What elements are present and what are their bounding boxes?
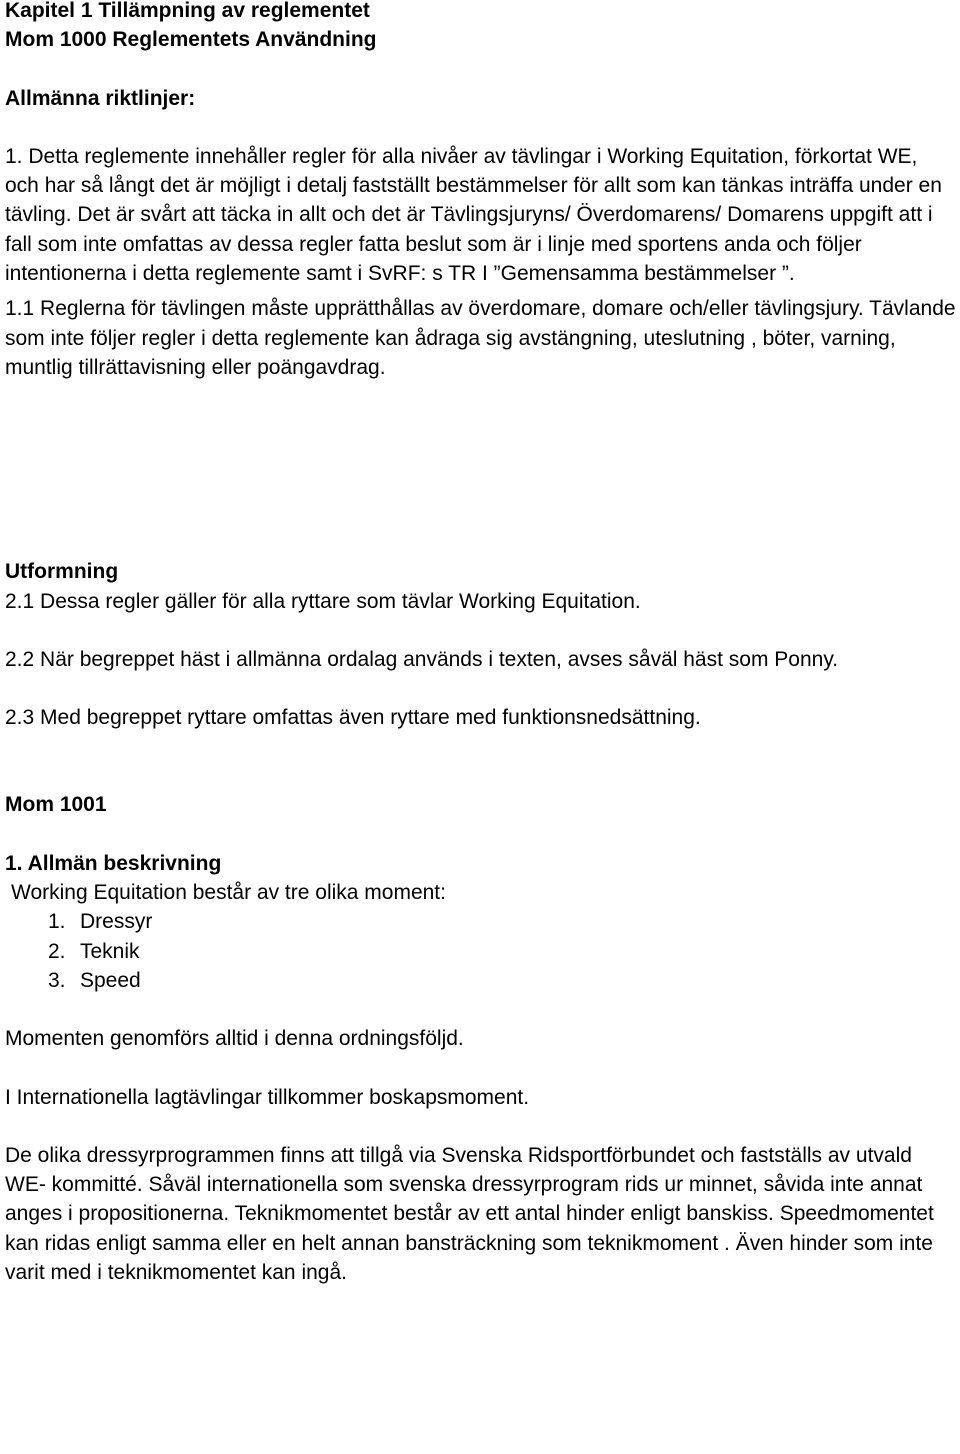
list-label: Dressyr: [80, 910, 153, 934]
list-item: [48, 907, 957, 936]
list-number: 2.: [48, 939, 66, 963]
general-description-heading: 1. Allmän beskrivning: [5, 851, 222, 875]
mom-1001-heading: Mom 1001: [5, 793, 107, 817]
paragraph-1: 1. Detta reglemente innehåller regler för alla nivåer av tävlingar i Working Equitation, förkortat WE, och har så långt det är möjligt i detalj fastställt bestämmelser för allt som kan tänkas inträffa under en tävling. Det är svårt att täcka in allt och det är Tävlingsjuryns/ Överdomarens/ Domarens uppgift att i fall som inte omfattas av dessa regler fatta beslut som är i linje med sportens anda och följer intentionerna i detta reglemente samt i SvRF: s TR I ”Gemensamma bestämmelser ”.: [5, 144, 942, 286]
list-number: 3.: [48, 968, 66, 992]
list-number: 1.: [48, 910, 66, 934]
chapter-title: Kapitel 1 Tillämpning av reglementet: [5, 0, 370, 22]
paragraph-1-1: 1.1 Reglerna för tävlingen måste upprätthållas av överdomare, domare och/eller tävlingsjury. Tävlande som inte följer regler i detta reglemente kan ådraga sig avstängning, uteslutning , böter, varning, muntlig tillrättavisning eller poängavdrag.: [5, 297, 956, 379]
section-title-mom-1000: Mom 1000 Reglementets Användning: [5, 28, 377, 52]
list-label: Speed: [80, 968, 141, 992]
document-page: [5, 0, 957, 1287]
moments-intro: Working Equitation består av tre olika moment:: [11, 881, 446, 905]
paragraph-2-2: 2.2 När begreppet häst i allmänna ordalag används i texten, avses såväl häst som Ponny.: [5, 647, 839, 671]
list-item: [48, 966, 957, 995]
list-item: [48, 937, 957, 966]
list-label: Teknik: [80, 939, 140, 963]
international-paragraph: I Internationella lagtävlingar tillkommer boskapsmoment.: [5, 1085, 530, 1109]
paragraph-2-3: 2.3 Med begreppet ryttare omfattas även ryttare med funktionsnedsättning.: [5, 706, 701, 730]
general-guidelines-heading: Allmänna riktlinjer:: [5, 86, 196, 110]
paragraph-2-1: 2.1 Dessa regler gäller för alla ryttare som tävlar Working Equitation.: [5, 589, 641, 613]
programs-paragraph: De olika dressyrprogrammen finns att tillgå via Svenska Ridsportförbundet och fastställs av utvald WE- kommitté. Såväl internationella som svenska dressyrprogram rids ur minnet, såvida inte annat anges i propositionerna. Teknikmomentet består av ett antal hinder enligt banskiss. Speedmomentet kan ridas enligt samma eller en helt annan bansträckning som teknikmoment . Även hinder som inte varit med i teknikmomentet kan ingå.: [5, 1143, 934, 1285]
moments-list: [5, 907, 957, 995]
order-paragraph: Momenten genomförs alltid i denna ordningsföljd.: [5, 1027, 464, 1051]
design-heading: Utformning: [5, 560, 119, 584]
